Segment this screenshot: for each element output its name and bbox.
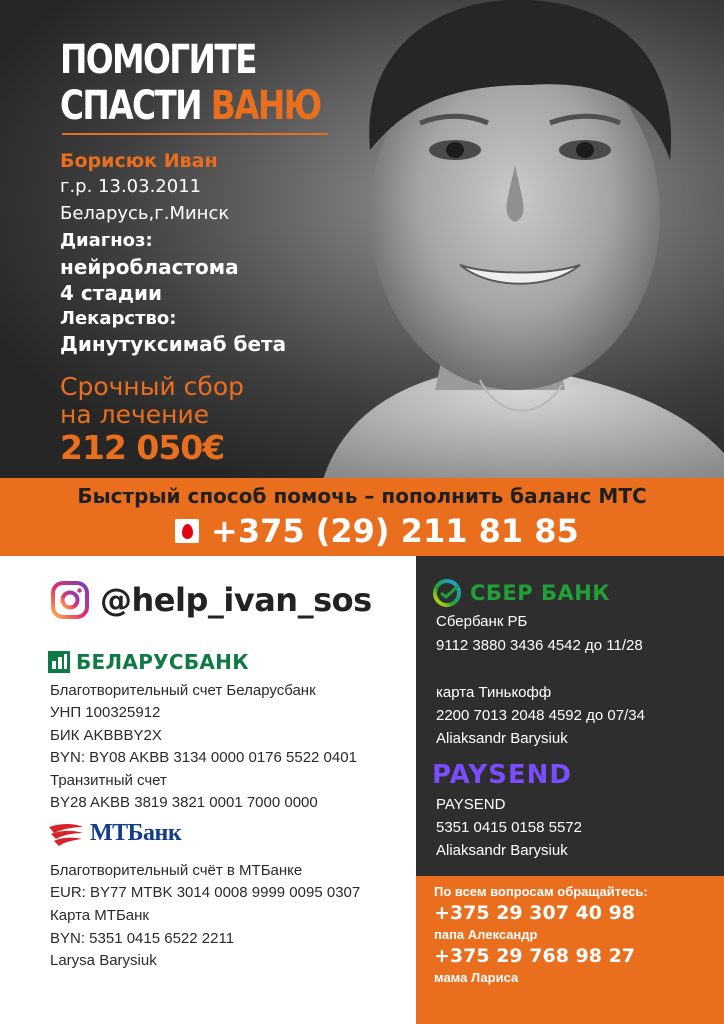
belarusbank-line: BY28 AKBB 3819 3821 0001 7000 0000 bbox=[50, 794, 318, 811]
tinkoff-line: 2200 7013 2048 4592 до 07/34 bbox=[436, 707, 645, 724]
tinkoff-line: Aliaksandr Barysiuk bbox=[436, 730, 568, 747]
paysend-line: PAYSEND bbox=[436, 796, 506, 813]
instagram-row[interactable] bbox=[50, 580, 372, 620]
mtbank-line: Благотворительный счёт в МТБанке bbox=[50, 862, 303, 879]
mtbank-logo-icon bbox=[48, 821, 84, 847]
contact-name-mother: мама Лариса bbox=[434, 970, 519, 985]
belarusbank-line: БИК AKBBBY2X bbox=[50, 727, 162, 744]
mtbank-line: BYN: 5351 0415 6522 2211 bbox=[50, 930, 235, 947]
urgent-line-2: на лечение bbox=[60, 400, 210, 429]
title-orange-part: ВАНЮ bbox=[210, 83, 321, 129]
mtbank-line: EUR: BY77 MTBK 3014 0008 9999 0095 0307 bbox=[50, 884, 361, 901]
title-line-1: ПОМОГИТЕ bbox=[60, 37, 256, 83]
title-underline bbox=[62, 133, 328, 135]
sber-logo bbox=[432, 578, 610, 608]
belarusbank-line: УНП 100325912 bbox=[50, 704, 161, 721]
mtbank-logo bbox=[48, 820, 181, 847]
sber-line: 9112 3880 3436 4542 до 11/28 bbox=[436, 637, 643, 654]
mtbank-line: Larysa Barysiuk bbox=[50, 952, 157, 969]
title-white-part: СПАСТИ bbox=[60, 83, 201, 129]
belarusbank-line: Транзитный счет bbox=[50, 772, 167, 789]
contact-heading: По всем вопросам обращайтесь: bbox=[434, 884, 648, 899]
boy-photo bbox=[300, 0, 724, 478]
birth-date: г.р. 13.03.2011 bbox=[60, 176, 202, 197]
belarusbank-logo bbox=[48, 650, 249, 674]
urgent-line-1: Срочный сбор bbox=[60, 372, 244, 401]
medicine-label: Лекарство: bbox=[60, 308, 177, 329]
band-text: Быстрый способ помочь – пополнить баланс МТС bbox=[77, 484, 647, 508]
tinkoff-line: карта Тинькофф bbox=[436, 684, 552, 701]
paysend-line: Aliaksandr Barysiuk bbox=[436, 842, 568, 859]
sber-logo-icon bbox=[432, 578, 462, 608]
contact-name-father: папа Александр bbox=[434, 927, 538, 942]
diagnosis-label: Диагноз: bbox=[60, 230, 153, 251]
sber-name: СБЕР БАНК bbox=[470, 581, 610, 605]
mtbank-line: Карта МТБанк bbox=[50, 907, 149, 924]
belarusbank-logo-icon bbox=[48, 651, 70, 673]
belarusbank-line: Благотворительный счет Беларусбанк bbox=[50, 682, 316, 699]
title-line-2 bbox=[60, 83, 321, 129]
belarusbank-line: BYN: BY08 AKBB 3134 0000 0176 5522 0401 bbox=[50, 749, 357, 766]
mtbank-name: МТБанк bbox=[90, 820, 182, 846]
diagnosis-line-1: нейробластома bbox=[60, 255, 239, 279]
medicine-name: Динутуксимаб бета bbox=[60, 332, 287, 356]
instagram-handle: @help_ivan_sos bbox=[100, 581, 372, 619]
instagram-icon bbox=[50, 580, 90, 620]
paysend-logo: PAYSEND bbox=[432, 760, 572, 790]
belarusbank-name: БЕЛАРУСБАНК bbox=[76, 650, 249, 674]
paysend-line: 5351 0415 0158 5572 bbox=[436, 819, 582, 836]
contact-phone-mother[interactable]: +375 29 768 98 27 bbox=[434, 945, 636, 967]
location: Беларусь,г.Минск bbox=[60, 203, 230, 224]
mts-egg-icon bbox=[175, 519, 199, 543]
mts-phone-row bbox=[175, 512, 579, 550]
sber-line: Сбербанк РБ bbox=[436, 613, 528, 630]
diagnosis-line-2: 4 стадии bbox=[60, 281, 163, 305]
amount-needed: 212 050€ bbox=[60, 428, 225, 467]
contact-phone-father[interactable]: +375 29 307 40 98 bbox=[434, 902, 636, 924]
mts-phone[interactable]: +375 (29) 211 81 85 bbox=[211, 512, 579, 550]
hero-section bbox=[0, 0, 724, 478]
child-name: Борисюк Иван bbox=[60, 150, 218, 172]
